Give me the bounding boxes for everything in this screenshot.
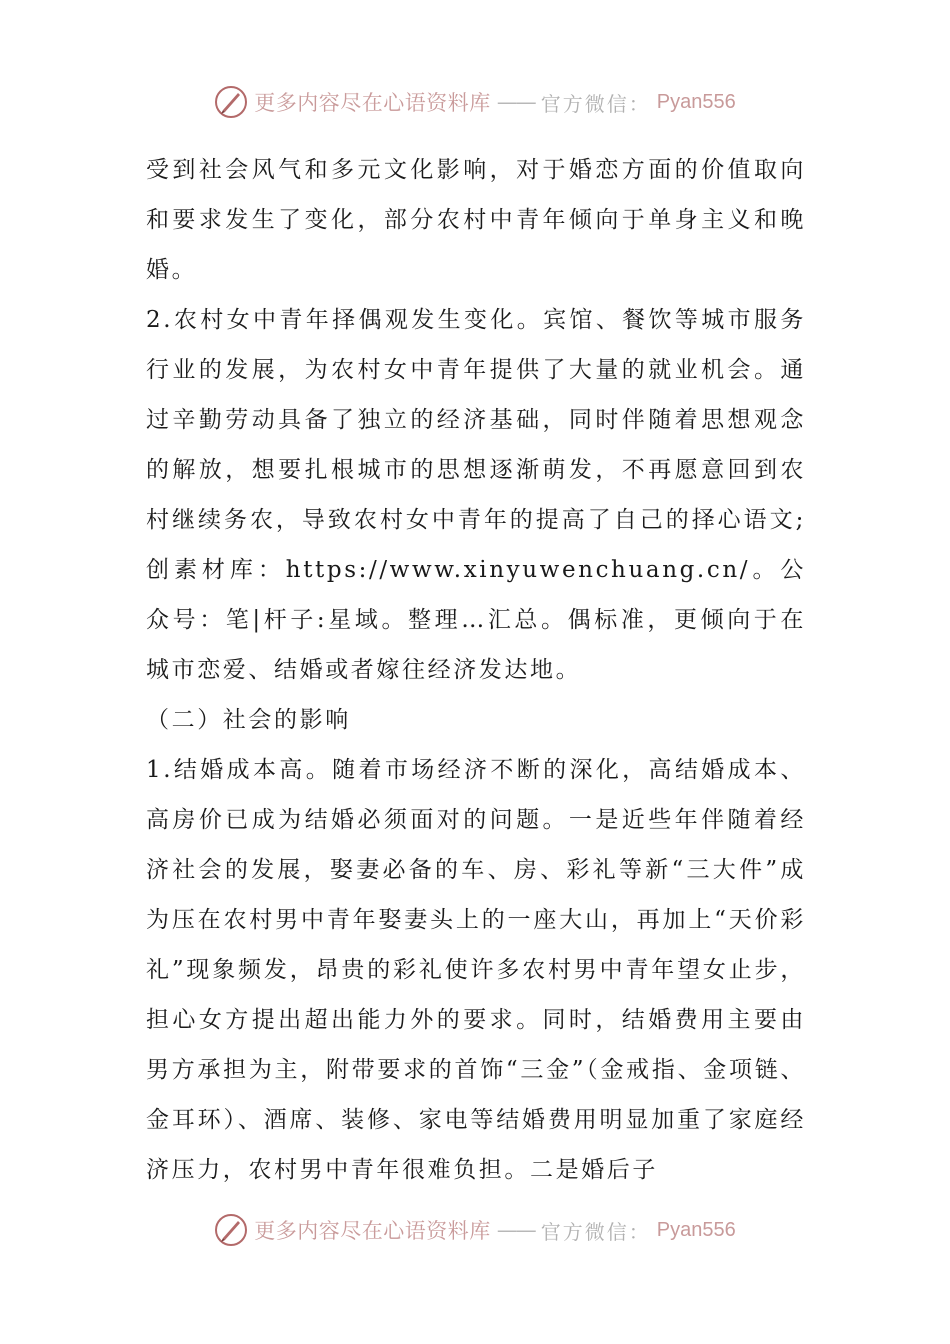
paragraph-3: 1.结婚成本高。随着市场经济不断的深化，高结婚成本、高房价已成为结婚必须面对的问题。一是近些年伴随着经济社会的发展，娶妻必备的车、房、彩礼等新“三大件”成为压在农村男中青年娶妻头上的一座大山，再加上“天价彩礼”现象频发，昂贵的彩礼使许多农村男中青年望女止步，担心女方提出超出能力外的要求。同时，结婚费用主要由男方承担为主，附带要求的首饰“三金”（金戒指、金项链、金耳环）、酒席、装修、家电等结婚费用明显加重了家庭经济压力，农村男中青年很难负担。二是婚后子	[146, 757, 806, 1183]
banner-separator: ——	[496, 90, 535, 114]
quill-logo-icon	[214, 85, 248, 119]
banner-main-text: 更多内容尽在心语资料库	[254, 91, 491, 115]
banner-main-text: 更多内容尽在心语资料库	[254, 1219, 491, 1243]
banner-sub-text: 官方微信：	[540, 1219, 651, 1244]
paragraph-2: 2.农村女中青年择偶观发生变化。宾馆、餐饮等城市服务行业的发展，为农村女中青年提供了大量的就业机会。通过辛勤劳动具备了独立的经济基础，同时伴随着思想观念的解放，想要扎根城市的思想逐渐萌发，不再愿意回到农村继续务农，导致农村女中青年的提高了自己的择心语文;创素材库：https://www.xinyuwenchuang.cn/。公众号：笔|杆子:星域。整理…汇总。偶标准，更倾向于在城市恋爱、结婚或者嫁往经济发达地。	[146, 307, 806, 683]
header-banner	[0, 80, 950, 124]
banner-sub-text: 官方微信：	[540, 91, 651, 116]
section-heading: （二）社会的影响	[146, 707, 351, 733]
banner-wechat-id: Pyan556	[656, 90, 736, 113]
quill-logo-icon	[214, 1213, 248, 1247]
footer-banner	[0, 1208, 950, 1252]
paragraph-1: 受到社会风气和多元文化影响，对于婚恋方面的价值取向和要求发生了变化，部分农村中青年倾向于单身主义和晚婚。	[146, 157, 806, 283]
document-body	[146, 145, 806, 1195]
banner-wechat-id: Pyan556	[656, 1218, 736, 1241]
banner-separator: ——	[496, 1218, 535, 1242]
